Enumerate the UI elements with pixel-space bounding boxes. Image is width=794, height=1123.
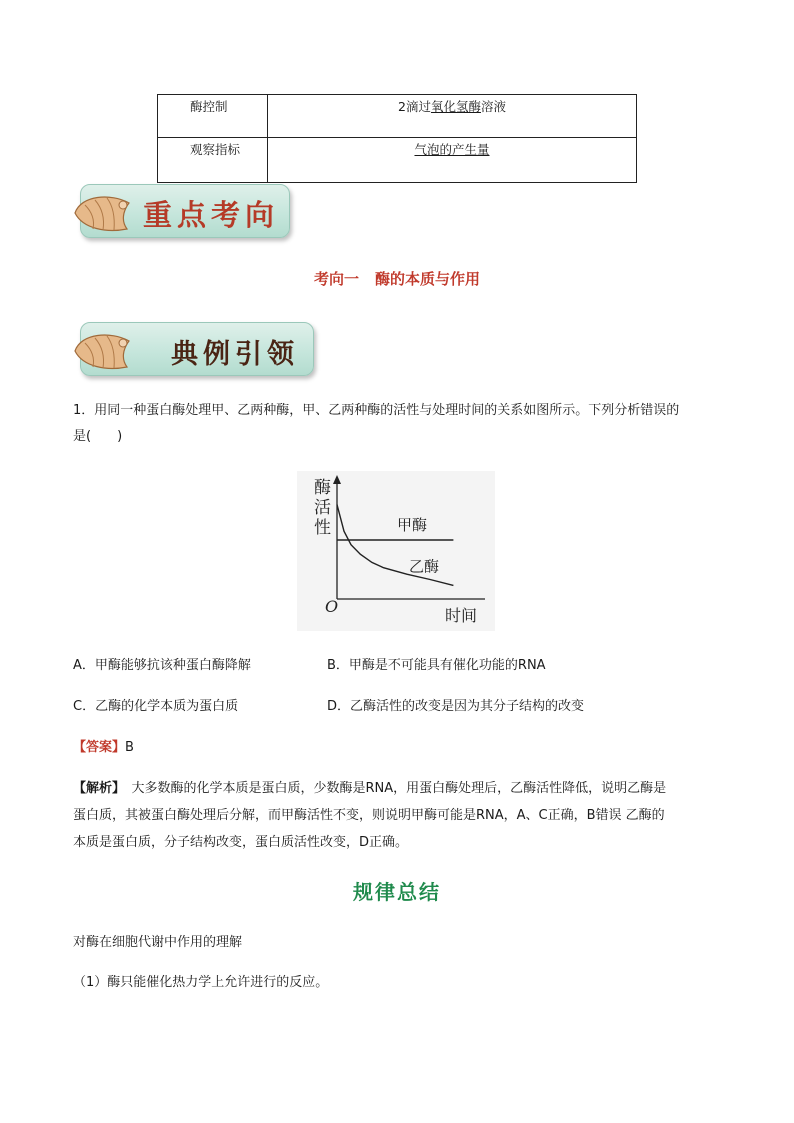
explanation: 【解析】 大多数酶的化学本质是蛋白质，少数酶是RNA，用蛋白酶处理后，乙酶活性降低，说明乙酶是 蛋白质，其被蛋白酶处理后分解，而甲酶活性不变，则说明甲酶可能是RNA，A、C正确，B错误 乙酶的 本质是蛋白质，分子结构改变，蛋白质活性改变，D正确。 [73,775,723,856]
question-line: 是( ) [73,429,123,444]
y-axis-label: 酶 [314,478,331,498]
answer-value: B [125,740,134,755]
summary-intro: 对酶在细胞代谢中作用的理解 [73,935,243,950]
option-b: B．甲酶是不可能具有催化功能的RNA [327,658,546,673]
answer-label: 【答案】 [73,740,126,755]
series-label-1: 甲酶 [397,516,428,534]
table-row [158,95,637,138]
y-axis-label: 活 [314,498,331,518]
x-axis-label: 时间 [445,606,478,625]
question-text [73,398,723,450]
shell-icon [71,191,133,233]
option-d: D．乙酶活性的改变是因为其分子结构的改变 [327,699,585,714]
shell-icon [71,329,133,371]
table-row [158,138,637,183]
table-cell-value: 2滴过氧化氢酶溶液 [268,95,637,138]
question-line: 1．用同一种蛋白酶处理甲、乙两种酶，甲、乙两种酶的活性与处理时间的关系如图所示。下列分析错误的 [73,403,680,418]
table-cell-label: 观察指标 [158,138,268,183]
explanation-label: 【解析】 [73,781,119,796]
banner-title: 重点考向 [143,198,280,232]
origin-label: O [325,597,339,616]
y-axis-arrow [333,475,341,484]
table-cell-label: 酶控制 [158,95,268,138]
option-c: C．乙酶的化学本质为蛋白质 [73,699,239,714]
answer [73,735,723,761]
banner-key-directions [80,184,290,238]
table-cell-value: 气泡的产生量 [268,138,637,183]
series-label-2: 乙酶 [409,557,440,576]
explanation-line: 蛋白质，其被蛋白酶处理后分解，而甲酶活性不变，则说明甲酶可能是RNA，A、C正确，B错误 乙酶的 [73,808,665,823]
section-title: 考向一 酶的本质与作用 [313,270,481,288]
banner-title: 典例引领 [171,339,299,370]
summary-item: （1）酶只能催化热力学上允许进行的反应。 [73,975,329,990]
rule-summary-title: 规律总结 [353,880,441,904]
y-axis-label: 性 [314,518,331,538]
banner-example [80,322,314,376]
control-table [157,94,637,183]
option-a: A．甲酶能够抗该种蛋白酶降解 [73,658,251,673]
enzyme-activity-chart [297,471,495,631]
explanation-line: 本质是蛋白质，分子结构改变，蛋白质活性改变，D正确。 [73,835,409,850]
